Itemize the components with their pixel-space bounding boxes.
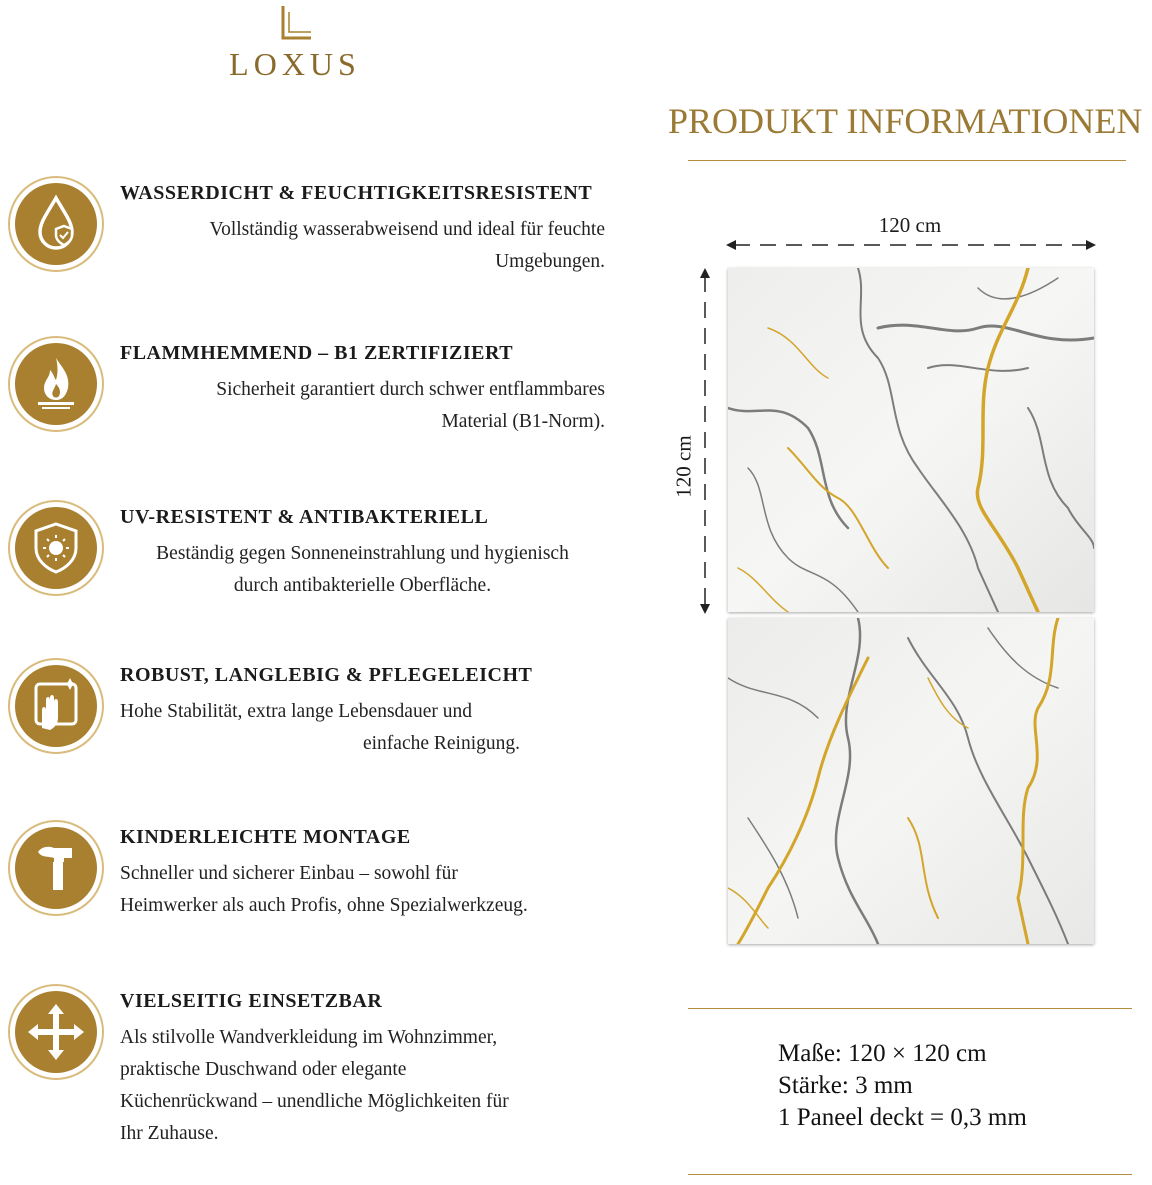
feature-line: Ihr Zuhause. bbox=[120, 1123, 219, 1144]
move-arrows-icon bbox=[6, 982, 106, 1082]
sun-shield-icon bbox=[6, 498, 106, 598]
feature-line: Schneller und sicherer Einbau – sowohl für bbox=[120, 863, 458, 884]
spec-coverage: 1 Paneel deckt = 0,3 mm bbox=[778, 1104, 1027, 1131]
feature-heading: UV-RESISTENT & ANTIBAKTERIELL bbox=[120, 506, 489, 528]
brand-logo bbox=[220, 0, 370, 90]
feature-line: einfache Reinigung. bbox=[362, 733, 520, 754]
feature-line: Vollständig wasserabweisend und ideal für feuchte bbox=[209, 219, 605, 240]
marble-panel-bottom bbox=[728, 618, 1094, 944]
feature-heading: ROBUST, LANGLEBIG & PFLEGELEICHT bbox=[120, 664, 533, 686]
feature-line: Hohe Stabilität, extra lange Lebensdauer und bbox=[120, 701, 472, 722]
feature-description bbox=[120, 374, 605, 438]
feature-waterproof bbox=[0, 174, 640, 334]
flame-icon bbox=[6, 334, 106, 434]
spec-thickness: Stärke: 3 mm bbox=[778, 1072, 913, 1099]
marble-panel-top bbox=[728, 268, 1094, 612]
title-divider bbox=[688, 160, 1126, 161]
feature-flame-retardant bbox=[0, 334, 640, 494]
width-label: 120 cm bbox=[860, 213, 960, 238]
product-info-title: PRODUKT INFORMATIONEN bbox=[668, 101, 1143, 141]
logo-mark-icon bbox=[275, 4, 315, 46]
feature-heading: FLAMMHEMMEND – B1 ZERTIFIZIERT bbox=[120, 342, 514, 364]
feature-robust bbox=[0, 656, 640, 816]
feature-description bbox=[120, 538, 605, 602]
feature-heading: KINDERLEICHTE MONTAGE bbox=[120, 826, 411, 848]
hammer-icon bbox=[6, 818, 106, 918]
specs-divider-top bbox=[688, 1008, 1132, 1009]
water-drop-shield-icon bbox=[6, 174, 106, 274]
feature-versatile bbox=[0, 982, 640, 1182]
feature-line: praktische Duschwand oder elegante bbox=[120, 1059, 407, 1080]
height-label: 120 cm bbox=[672, 417, 697, 517]
specs-block bbox=[778, 1038, 1027, 1134]
brand-name: LOXUS bbox=[229, 46, 361, 82]
feature-heading: WASSERDICHT & FEUCHTIGKEITSRESISTENT bbox=[120, 182, 593, 204]
specs-divider-bottom bbox=[688, 1174, 1132, 1175]
feature-description bbox=[120, 214, 605, 278]
feature-line: Material (B1-Norm). bbox=[441, 411, 605, 432]
feature-description bbox=[120, 858, 605, 922]
feature-description bbox=[120, 1022, 605, 1150]
feature-line: Beständig gegen Sonneneinstrahlung und hygienisch bbox=[156, 543, 569, 564]
feature-line: Küchenrückwand – unendliche Möglichkeiten für bbox=[120, 1091, 509, 1112]
feature-line: durch antibakterielle Oberfläche. bbox=[233, 575, 492, 596]
feature-heading: VIELSEITIG EINSETZBAR bbox=[120, 990, 383, 1012]
feature-line: Als stilvolle Wandverkleidung im Wohnzimmer, bbox=[120, 1027, 498, 1048]
feature-uv-resistant bbox=[0, 498, 640, 658]
spec-size: Maße: 120 × 120 cm bbox=[778, 1040, 987, 1067]
wiping-hand-icon bbox=[6, 656, 106, 756]
feature-line: Heimwerker als auch Profis, ohne Spezialwerkzeug. bbox=[120, 895, 528, 916]
feature-line: Umgebungen. bbox=[495, 251, 605, 272]
feature-easy-installation bbox=[0, 818, 640, 978]
feature-line: Sicherheit garantiert durch schwer entflammbares bbox=[216, 379, 605, 400]
feature-description bbox=[120, 696, 520, 760]
